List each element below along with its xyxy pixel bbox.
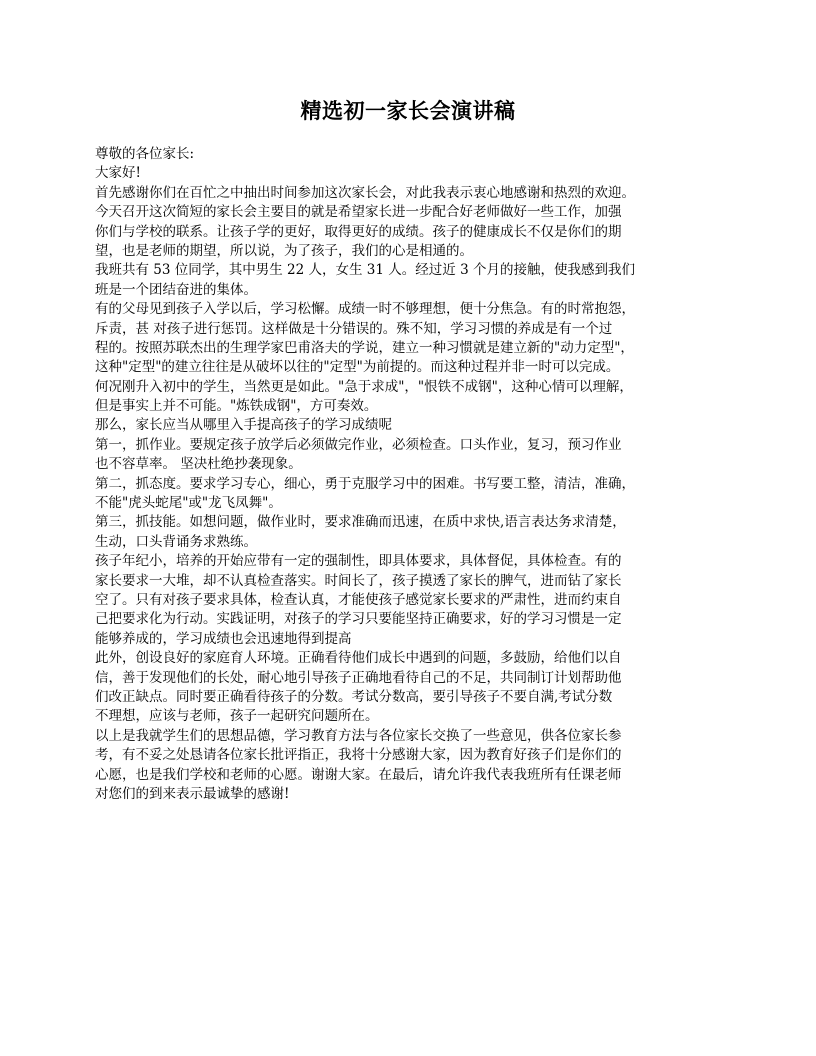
body-text-line: 己把要求化为行动。实践证明，对孩子的学习只要能坚持正确要求，好的学习习惯是一定 (95, 611, 622, 628)
body-text-line: 考，有不妥之处恳请各位家长批评指正，我将十分感谢大家，因为教育好孩子们是你们的 (95, 747, 622, 764)
body-text-line: 你们与学校的联系。让孩子学的更好，取得更好的成绩。孩子的健康成长不仅是你们的期 (95, 223, 622, 240)
body-text-line: 也不容草率。 坚决杜绝抄袭现象。 (95, 456, 302, 473)
body-text-line: 此外，创设良好的家庭育人环境。正确看待他们成长中遇到的问题，多鼓励，给他们以自 (95, 650, 622, 667)
body-text-line: 大家好! (95, 165, 141, 182)
body-text-line: 能够养成的，学习成绩也会迅速地得到提高 (95, 630, 352, 647)
body-text-line: 望，也是老师的期望，所以说，为了孩子，我们的心是相通的。 (95, 242, 473, 259)
body-text-line: 今天召开这次简短的家长会主要目的就是希望家长进一步配合好老师做好一些工作，加强 (95, 204, 622, 221)
body-text-line: 我班共有 53 位同学，其中男生 22 人，女生 31 人。经过近 3 个月的接触，使我感到我们 (95, 262, 635, 279)
body-text-line: 有的父母见到孩子入学以后，学习松懈。成绩一时不够理想，便十分焦急。有的时常抱怨， (95, 301, 635, 318)
body-text-line: 何况刚升入初中的学生，当然更是如此。"急于求成"，"恨铁不成钢"，这种心情可以理解， (95, 378, 633, 395)
body-text-line: 第二，抓态度。要求学习专心，细心，勇于克服学习中的困难。书写要工整，清洁，准确， (95, 475, 635, 492)
body-text-line: 第一，抓作业。要规定孩子放学后必须做完作业，必须检查。口头作业，复习，预习作业 (95, 436, 622, 453)
body-text-line: 空了。只有对孩子要求具体，检查认真，才能使孩子感觉家长要求的严肃性，进而约束自 (95, 591, 622, 608)
body-text-line: 但是事实上并不可能。"炼铁成钢"，方可奏效。 (95, 398, 378, 415)
body-text-line: 这种"定型"的建立往往是从破坏以往的"定型"为前提的。而这种过程并非一时可以完成。 (95, 359, 620, 376)
body-text-line: 第三，抓技能。如想问题，做作业时，要求准确而迅速，在质中求快,语言表达务求清楚， (95, 514, 626, 531)
document-body (95, 145, 725, 804)
document-title: 精选初一家长会演讲稿 (300, 98, 516, 123)
body-text-line: 生动，口头背诵务求熟练。 (95, 533, 257, 550)
body-text-line: 信，善于发现他们的长处，耐心地引导孩子正确地看待自己的不足，共同制订计划帮助他 (95, 669, 622, 686)
body-text-line: 不理想，应该与老师，孩子一起研究问题所在。 (95, 708, 379, 725)
body-text-line: 尊敬的各位家长: (95, 146, 195, 162)
body-text-line: 对您们的到来表示最诚挚的感谢! (95, 785, 290, 802)
body-text-line: 孩子年纪小，培养的开始应带有一定的强制性，即具体要求，具体督促，具体检查。有的 (95, 553, 622, 570)
body-text-line: 们改正缺点。同时要正确看待孩子的分数。考试分数高，要引导孩子不要自满,考试分数 (95, 688, 613, 705)
body-text-line: 班是一个团结奋进的集体。 (95, 281, 257, 298)
body-text-line: 以上是我就学生们的思想品德，学习教育方法与各位家长交换了一些意见，供各位家长参 (95, 727, 622, 744)
body-text-line: 心愿，也是我们学校和老师的心愿。谢谢大家。在最后，请允许我代表我班所有任课老师 (95, 766, 622, 783)
body-text-line: 斥责，甚 对孩子进行惩罚。这样做是十分错误的。殊不知，学习习惯的养成是有一个过 (95, 320, 613, 337)
body-text-line: 那么，家长应当从哪里入手提高孩子的学习成绩呢 (95, 417, 392, 434)
body-text-line: 家长要求一大堆，却不认真检查落实。时间长了，孩子摸透了家长的脾气，进而钻了家长 (95, 572, 622, 589)
body-text-line: 程的。按照苏联杰出的生理学家巴甫洛夫的学说，建立一种习惯就是建立新的"动力定型"， (95, 339, 634, 356)
body-text-line: 不能"虎头蛇尾"或"龙飞凤舞"。 (95, 495, 282, 512)
body-text-line: 首先感谢你们在百忙之中抽出时间参加这次家长会，对此我表示衷心地感谢和热烈的欢迎。 (95, 184, 635, 201)
